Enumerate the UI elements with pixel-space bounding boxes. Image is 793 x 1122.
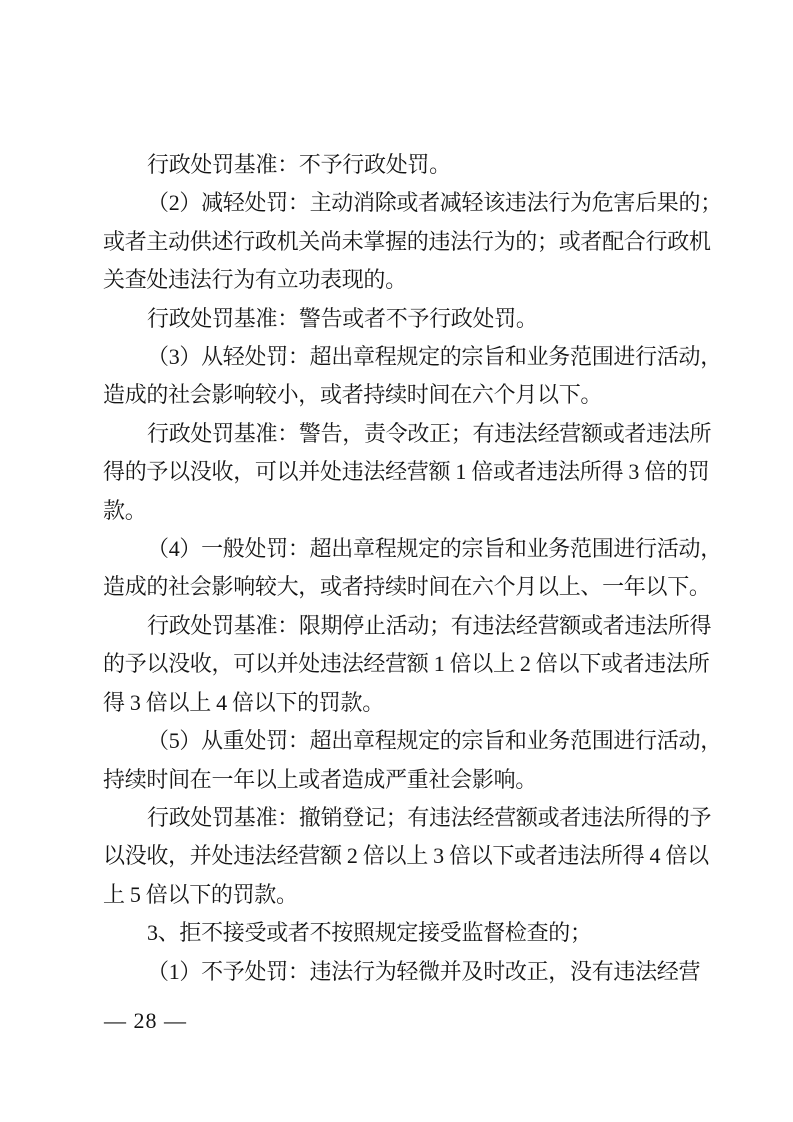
text-line: 行政处罚基准：警告，责令改正；有违法经营额或者违法所	[147, 420, 712, 446]
text-line: 行政处罚基准：限期停止活动；有违法经营额或者违法所得	[147, 612, 712, 638]
text-line: 行政处罚基准：警告或者不予行政处罚。	[147, 305, 538, 331]
text-line: 或者主动供述行政机关尚未掌握的违法行为的；或者配合行政机	[103, 228, 711, 254]
text-line: 持续时间在一年以上或者造成严重社会影响。	[103, 766, 538, 792]
text-line: （5）从重处罚：超出章程规定的宗旨和业务范围进行活动，	[147, 728, 722, 754]
text-line: 以没收，并处违法经营额 2 倍以上 3 倍以下或者违法所得 4 倍以	[103, 843, 709, 869]
text-line: 款。	[103, 497, 147, 523]
text-line: 关查处违法行为有立功表现的。	[103, 267, 407, 293]
text-line: 得的予以没收，可以并处违法经营额 1 倍或者违法所得 3 倍的罚	[103, 459, 710, 485]
text-line: （3）从轻处罚：超出章程规定的宗旨和业务范围进行活动，	[147, 344, 722, 370]
text-line: 得 3 倍以上 4 倍以下的罚款。	[103, 689, 384, 715]
text-line: （4）一般处罚：超出章程规定的宗旨和业务范围进行活动，	[147, 536, 722, 562]
text-line: （2）减轻处罚：主动消除或者减轻该违法行为危害后果的；	[147, 190, 722, 216]
text-line: 行政处罚基准：撤销登记；有违法经营额或者违法所得的予	[147, 804, 712, 830]
text-line: 上 5 倍以下的罚款。	[103, 881, 298, 907]
text-line: 行政处罚基准：不予行政处罚。	[147, 152, 451, 177]
page-number: — 28 —	[104, 1008, 187, 1033]
text-line: 造成的社会影响较大，或者持续时间在六个月以上、一年以下。	[103, 574, 711, 600]
text-block	[103, 146, 722, 991]
text-line: 的予以没收，可以并处违法经营额 1 倍以上 2 倍以下或者违法所	[103, 651, 710, 677]
text-line: （1）不予处罚：违法行为轻微并及时改正，没有违法经营	[147, 958, 701, 984]
text-line: 造成的社会影响较小，或者持续时间在六个月以下。	[103, 382, 603, 408]
text-line: 3、拒不接受或者不按照规定接受监督检查的；	[147, 920, 592, 946]
